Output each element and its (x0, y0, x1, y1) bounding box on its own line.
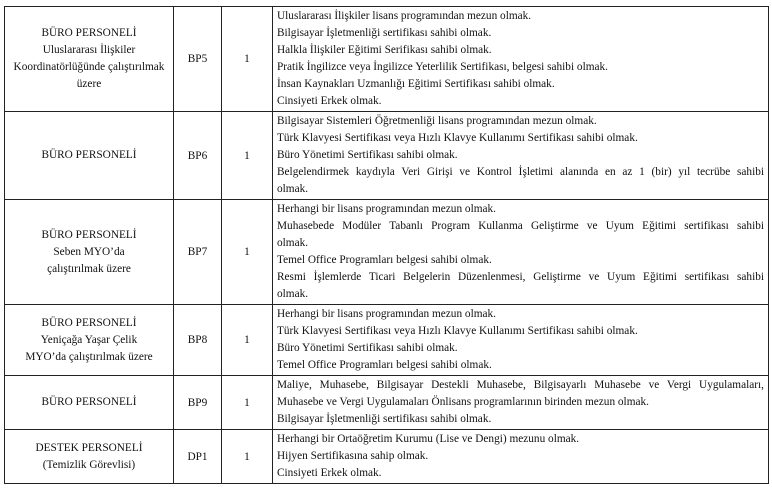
position-line: BÜRO PERSONELİ (41, 228, 137, 241)
requirement-line: Muhasebede Modüler Tabanlı Program Kullanma Geliştirme ve Uyum Eğitimi sertifikası sahibi (277, 220, 764, 232)
requirement-line: Cinsiyeti Erkek olmak. (277, 467, 382, 479)
requirements-cell (273, 430, 769, 484)
table-row (5, 376, 769, 430)
position-cell (5, 376, 174, 430)
position-line: BÜRO PERSONELİ (41, 27, 137, 39)
position-line: Uluslararası İlişkiler (42, 44, 136, 56)
position-count: 1 (222, 7, 273, 112)
requirement-line: Herhangi bir lisans programından mezun olmak. (277, 203, 496, 215)
position-line: BÜRO PERSONELİ (41, 149, 137, 161)
position-code: DP1 (174, 430, 222, 484)
requirement-line: Maliye, Muhasebe, Bilgisayar Destekli Muhasebe, Bilgisayarlı Muhasebe ve Vergi Uygulamaları, (277, 379, 764, 391)
table-row (5, 7, 769, 112)
position-count: 1 (222, 200, 273, 305)
position-code: BP9 (174, 376, 222, 430)
table-row (5, 112, 769, 200)
requirement-line: Uluslararası İlişkiler lisans programından mezun olmak. (277, 10, 532, 22)
requirement-line: Herhangi bir Ortaöğretim Kurumu (Lise ve Dengi) mezunu olmak. (277, 433, 580, 445)
requirements-cell (273, 376, 769, 430)
table-row (5, 305, 769, 376)
requirement-line: Cinsiyeti Erkek olmak. (277, 95, 382, 107)
position-count: 1 (222, 305, 273, 376)
positions-table-body (5, 7, 769, 484)
requirements-cell (273, 305, 769, 376)
requirement-line: Büro Yönetimi Sertifikası sahibi olmak. (277, 149, 458, 161)
requirement-line: Bilgisayar Sistemleri Öğretmenliği lisans programından mezun olmak. (277, 115, 597, 127)
table-row (5, 430, 769, 484)
positions-table (4, 6, 769, 484)
requirement-line: Türk Klavyesi Sertifikası veya Hızlı Klavye Kullanımı Sertifikası sahibi olmak. (277, 132, 638, 144)
position-line: BÜRO PERSONELİ (41, 396, 137, 408)
position-line: MYO’da çalıştırılmak üzere (25, 350, 153, 363)
requirement-line: Belgelendirmek kaydıyla Veri Girişi ve Kontrol İşletimi alanında en az 1 (bir) yıl tecrübe sahibi (277, 166, 764, 178)
position-count: 1 (222, 112, 273, 200)
requirement-line: İnsan Kaynakları Uzmanlığı Eğitimi Sertifikası sahibi olmak. (277, 78, 555, 90)
requirement-line: olmak. (277, 288, 309, 300)
position-line: BÜRO PERSONELİ (41, 316, 137, 329)
requirement-line: Bilgisayar İşletmenliği sertifikası sahibi olmak. (277, 413, 492, 425)
requirement-line: Büro Yönetimi Sertifikası sahibi olmak. (277, 342, 458, 354)
position-line: üzere (76, 78, 102, 90)
position-code: BP7 (174, 200, 222, 305)
requirements-cell (273, 112, 769, 200)
requirement-line: Temel Office Programları belgesi sahibi olmak. (277, 254, 492, 266)
position-line: DESTEK PERSONELİ (35, 441, 143, 454)
position-cell (5, 7, 174, 112)
requirement-line: Pratik İngilizce veya İngilizce Yeterlilik Sertifikası, belgesi sahibi olmak. (277, 61, 608, 73)
requirement-line: olmak. (277, 237, 309, 249)
position-count: 1 (222, 430, 273, 484)
position-count: 1 (222, 376, 273, 430)
position-line: Seben MYO’da (53, 245, 125, 258)
position-line: Koordinatörlüğünde çalıştırılmak (13, 61, 165, 73)
requirement-line: Temel Office Programları belgesi sahibi olmak. (277, 359, 492, 371)
position-code: BP6 (174, 112, 222, 200)
requirements-cell (273, 7, 769, 112)
position-cell (5, 112, 174, 200)
position-cell (5, 200, 174, 305)
requirement-line: Resmi İşlemlerde Ticari Belgelerin Düzenlenmesi, Geliştirme ve Uyum Eğitimi sertifikası sahibi (277, 271, 764, 283)
requirement-line: Halkla İlişkiler Eğitimi Serifikası sahibi olmak. (277, 44, 492, 56)
requirement-line: Türk Klavyesi Sertifikası veya Hızlı Klavye Kullanımı Sertifikası sahibi olmak. (277, 325, 638, 337)
position-code: BP8 (174, 305, 222, 376)
requirement-line: Herhangi bir lisans programından mezun olmak. (277, 308, 496, 320)
table-row (5, 200, 769, 305)
position-code: BP5 (174, 7, 222, 112)
position-cell (5, 430, 174, 484)
requirement-line: Bilgisayar İşletmenliği sertifikası sahibi olmak. (277, 27, 492, 39)
requirement-line: Muhasebe ve Vergi Uygulamaları Önlisans programlarının birinden mezun olmak. (277, 396, 649, 408)
requirement-line: olmak. (277, 183, 309, 195)
position-line: (Temizlik Görevlisi) (42, 458, 136, 471)
requirements-cell (273, 200, 769, 305)
position-cell (5, 305, 174, 376)
position-line: çalıştırılmak üzere (47, 262, 131, 275)
position-line: Yeniçağa Yaşar Çelik (40, 333, 138, 346)
requirement-line: Hijyen Sertifikasına sahip olmak. (277, 450, 429, 462)
